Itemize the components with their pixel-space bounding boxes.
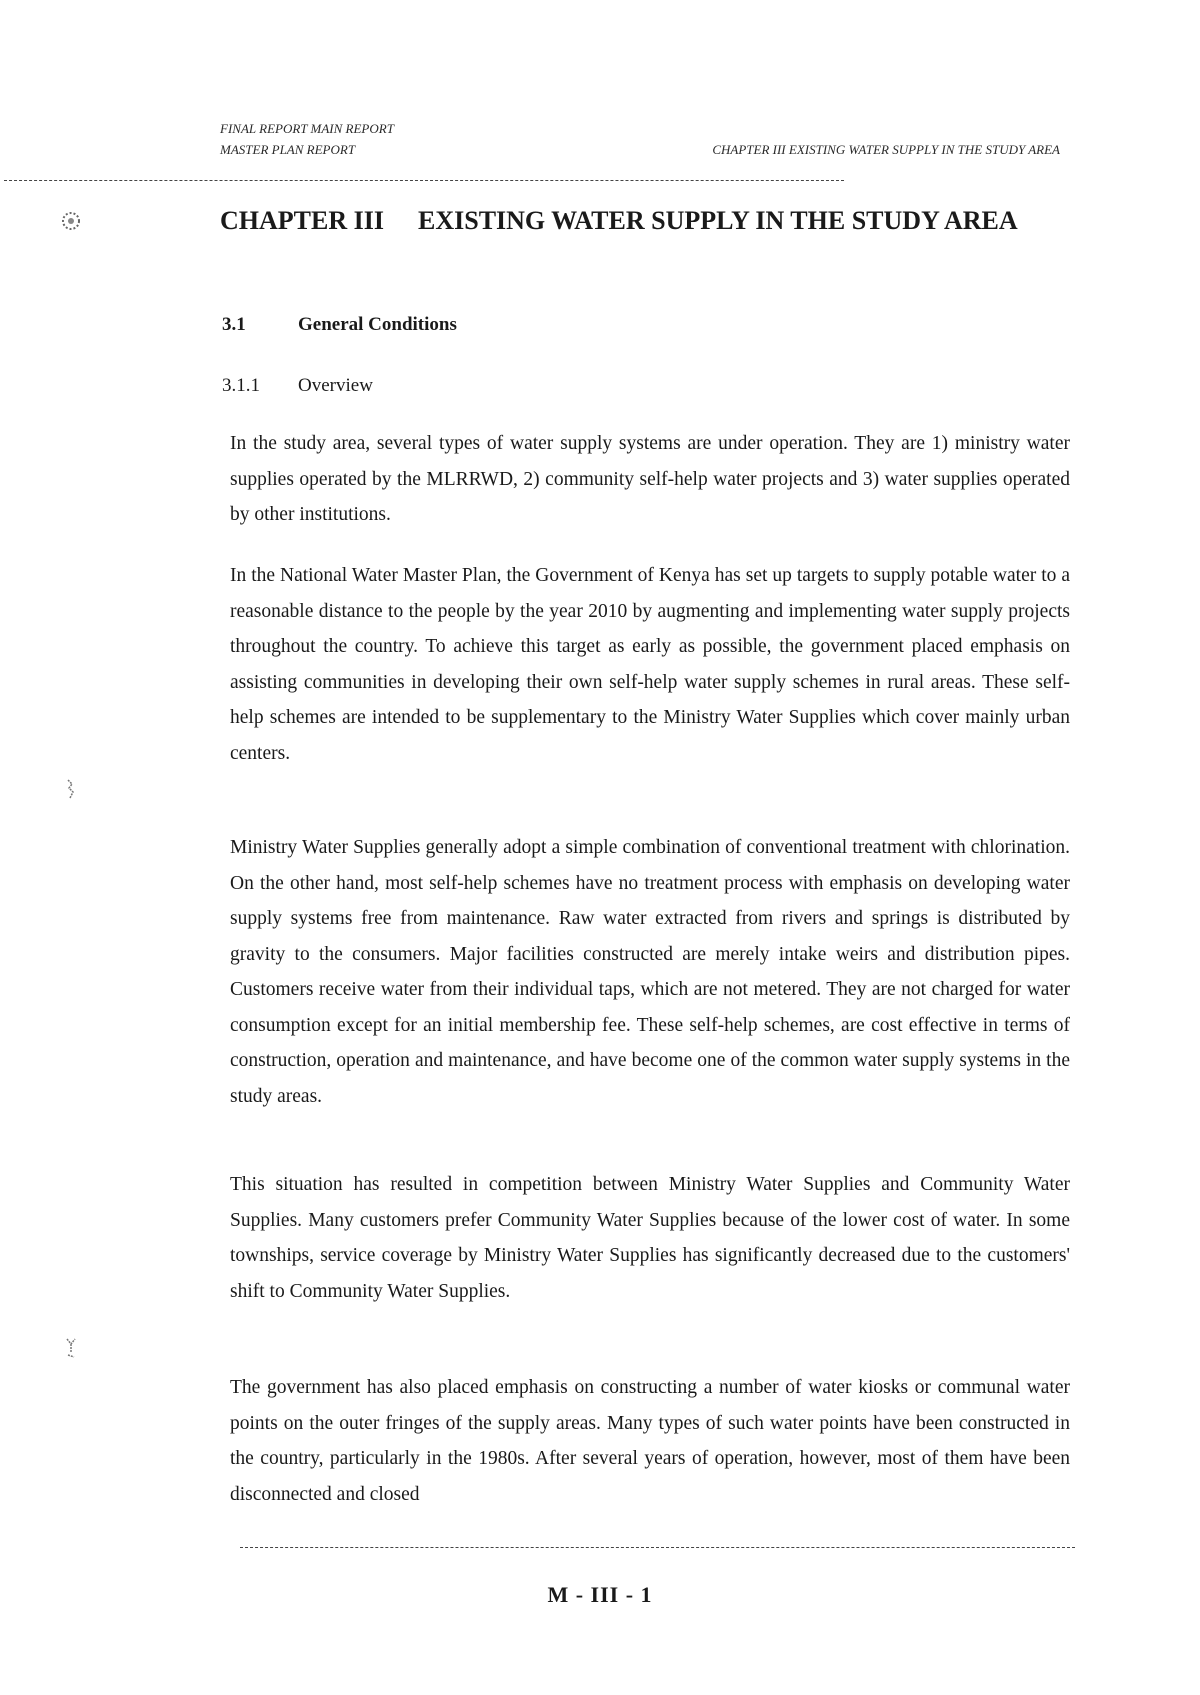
binder-hole-mark-icon xyxy=(60,778,82,800)
section-heading xyxy=(222,314,457,336)
body-paragraph: This situation has resulted in competition between Ministry Water Supplies and Community Water Supplies. Many customers prefer Community Water Supplies because of the lower cost of water. In some townships, service coverage by Ministry Water Supplies has significantly decreased due to the customers' shift to Community Water Supplies. xyxy=(230,1174,1070,1302)
body-paragraph: In the National Water Master Plan, the Government of Kenya has set up targets to supply potable water to a reasonable distance to the people by the year 2010 by augmenting and implementing water supply projects throughout the country. To achieve this target as early as possible, the government placed emphasis on assisting communities in developing their own self-help water supply schemes in rural areas. These self-help schemes are intended to be supplementary to the Ministry Water Supplies which cover mainly urban centers. xyxy=(230,565,1070,764)
subsection-title: Overview xyxy=(298,375,373,396)
header-report-type: FINAL REPORT MAIN REPORT xyxy=(220,121,394,136)
binder-hole-mark-icon xyxy=(60,1337,82,1359)
binder-hole-mark-icon xyxy=(60,210,82,232)
body-paragraph: Ministry Water Supplies generally adopt a simple combination of conventional treatment with chlorination. On the other hand, most self-help schemes have no treatment process with emphasis on developing water supply systems free from maintenance. Raw water extracted from rivers and springs is distributed by gravity to the consumers. Major facilities constructed are merely intake weirs and distribution pipes. Customers receive water from their individual taps, which are not metered. They are not charged for water consumption except for an initial membership fee. These self-help schemes, are cost effective in terms of construction, operation and maintenance, and have become one of the common water supply systems in the study areas. xyxy=(230,837,1070,1107)
chapter-title: EXISTING WATER SUPPLY IN THE STUDY AREA xyxy=(418,206,1018,235)
header-divider xyxy=(4,180,844,181)
header-left xyxy=(220,118,394,160)
subsection-heading xyxy=(222,375,373,397)
page-number: M - III - 1 xyxy=(547,1582,653,1607)
section-number: 3.1 xyxy=(222,314,246,335)
header-report-name: MASTER PLAN REPORT xyxy=(220,142,356,157)
footer-divider xyxy=(240,1547,1075,1548)
subsection-number: 3.1.1 xyxy=(222,375,260,396)
body-paragraph: In the study area, several types of water supply systems are under operation. They are 1) ministry water supplies operated by the MLRRWD, 2) community self-help water projects and 3) water supplies operated by other institutions. xyxy=(230,433,1070,525)
chapter-number: CHAPTER III xyxy=(220,206,384,235)
body-paragraph: The government has also placed emphasis on constructing a number of water kiosks or communal water points on the outer fringes of the supply areas. Many types of such water points have been constructed in the country, particularly in the 1980s. After several years of operation, however, most of them have been disconnected and closed xyxy=(230,1377,1070,1505)
running-header xyxy=(220,118,1060,170)
section-title: General Conditions xyxy=(298,314,457,335)
header-chapter-title: CHAPTER III EXISTING WATER SUPPLY IN THE STUDY AREA xyxy=(712,142,1060,157)
